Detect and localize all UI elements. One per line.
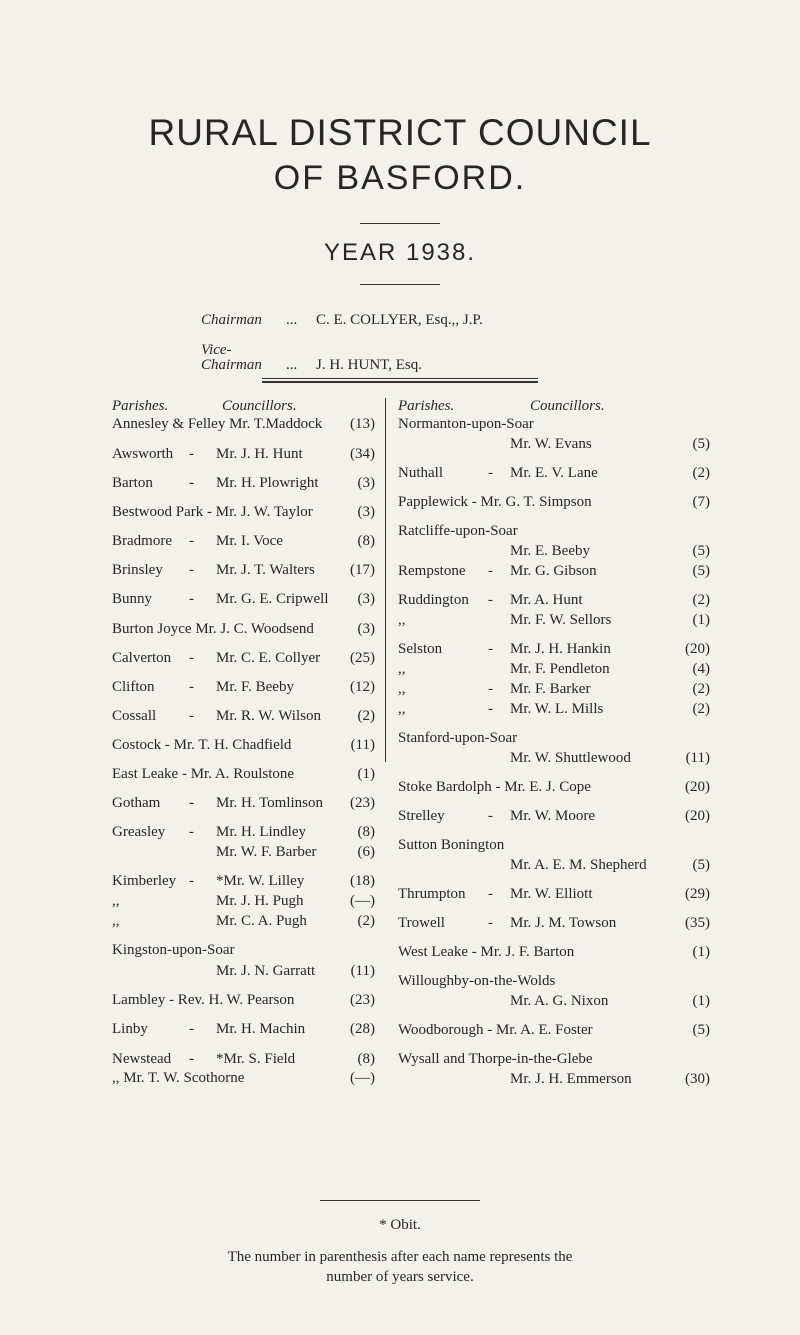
- entry-dash: -: [189, 824, 194, 840]
- councillor-name: Mr. W. Shuttlewood: [510, 750, 631, 766]
- years-service: (11): [350, 963, 375, 979]
- councillor-entry: [398, 590, 710, 610]
- years-service: (2): [692, 701, 710, 717]
- councillor-entry: [398, 748, 710, 768]
- councillor-name: *Mr. W. Lilley: [216, 873, 305, 889]
- councillor-name: Mr. J. T. Walters: [216, 562, 315, 578]
- entry-dash: -: [189, 446, 194, 462]
- service-note-line-1: The number in parenthesis after each name represents the: [227, 1249, 573, 1265]
- councillor-entry: [112, 444, 375, 464]
- councillor-entry: [112, 589, 375, 609]
- entry-dash: -: [189, 562, 194, 578]
- parish-name: Strelley: [398, 808, 445, 824]
- years-service: (20): [685, 779, 710, 795]
- councillor-entry: [112, 793, 375, 813]
- parish-name: Bunny: [112, 591, 153, 607]
- entry-dash: -: [488, 886, 493, 902]
- parishes-header: Parishes.: [112, 398, 169, 414]
- parish-name: Newstead: [112, 1051, 172, 1067]
- councillor-entry: [112, 531, 375, 551]
- parish-name: Bradmore: [112, 533, 172, 549]
- entry-dash: -: [189, 650, 194, 666]
- years-service: (23): [350, 992, 375, 1008]
- councillor-entry: [112, 891, 375, 911]
- councillor-name: Mr. J. N. Garratt: [216, 963, 316, 979]
- years-service: (35): [685, 915, 710, 931]
- councillor-entry: [112, 871, 375, 891]
- entry-text: Lambley - Rev. H. W. Pearson: [112, 992, 295, 1008]
- councillor-entry: [398, 1020, 710, 1040]
- title-line-1: RURAL DISTRICT COUNCIL: [148, 112, 652, 153]
- years-service: (20): [685, 808, 710, 824]
- entry-dash: -: [189, 795, 194, 811]
- councillor-entry: [398, 1069, 710, 1089]
- councillor-name: Mr. I. Voce: [216, 533, 283, 549]
- entry-text: Burton Joyce Mr. J. C. Woodsend: [112, 621, 314, 637]
- years-service: (6): [357, 844, 375, 860]
- footer-rule: [320, 1200, 480, 1201]
- councillor-entry: [398, 699, 710, 719]
- councillor-entry: [398, 639, 710, 659]
- councillor-entry: [398, 659, 710, 679]
- councillor-entry: [398, 541, 710, 561]
- parish-name: Brinsley: [112, 562, 163, 578]
- double-rule-top: [262, 378, 538, 379]
- entry-dash: -: [189, 591, 194, 607]
- entry-text: Woodborough - Mr. A. E. Foster: [398, 1022, 593, 1038]
- councillor-entry: [112, 764, 375, 784]
- years-service: (4): [692, 661, 710, 677]
- entry-dash: -: [189, 475, 194, 491]
- entry-text: Stoke Bardolph - Mr. E. J. Cope: [398, 779, 591, 795]
- councillor-name: Mr. J. H. Hankin: [510, 641, 611, 657]
- entry-text: Bestwood Park - Mr. J. W. Taylor: [112, 504, 313, 520]
- years-service: (13): [350, 416, 375, 432]
- years-service: (—): [350, 893, 375, 909]
- councillor-name: Mr. W. Elliott: [510, 886, 593, 902]
- councillor-entry: [398, 971, 710, 991]
- divider-short-2: [360, 284, 440, 285]
- years-service: (8): [357, 1051, 375, 1067]
- entry-text: Sutton Bonington: [398, 837, 505, 853]
- years-service: (5): [692, 563, 710, 579]
- years-service: (30): [685, 1071, 710, 1087]
- councillor-name: Mr. J. M. Towson: [510, 915, 617, 931]
- years-service: (20): [685, 641, 710, 657]
- councillor-entry: [398, 913, 710, 933]
- parish-name: Selston: [398, 641, 443, 657]
- councillor-name: Mr. J. H. Pugh: [216, 893, 304, 909]
- entry-dash: -: [189, 533, 194, 549]
- entry-text: Ratcliffe-upon-Soar: [398, 523, 518, 539]
- councillor-entry: [112, 648, 375, 668]
- entry-dash: -: [189, 1051, 194, 1067]
- service-note-line-2: number of years service.: [326, 1269, 474, 1285]
- parish-name: Cossall: [112, 708, 157, 724]
- councillor-name: Mr. F. Pendleton: [510, 661, 610, 677]
- entry-text: Willoughby-on-the-Wolds: [398, 973, 556, 989]
- years-service: (1): [692, 612, 710, 628]
- councillor-name: Mr. J. H. Emmerson: [510, 1071, 632, 1087]
- officer-chairman: [201, 313, 483, 328]
- councillor-name: Mr. G. Gibson: [510, 563, 597, 579]
- parish-name: ,,: [112, 913, 120, 929]
- years-service: (17): [350, 562, 375, 578]
- officer-vice-chairman: [201, 343, 422, 373]
- councillor-entry: [398, 492, 710, 512]
- councillor-entry: [398, 561, 710, 581]
- councillor-entry: [398, 942, 710, 962]
- entry-text: Costock - Mr. T. H. Chadfield: [112, 737, 292, 753]
- years-service: (3): [357, 621, 375, 637]
- councillor-entry: [398, 728, 710, 748]
- councillor-entry: [398, 463, 710, 483]
- entry-dash: -: [488, 681, 493, 697]
- councillor-name: Mr. A. Hunt: [510, 592, 583, 608]
- councillors-header: Councillors.: [222, 398, 297, 414]
- officer-name: J. H. HUNT, Esq.: [316, 357, 422, 373]
- title-line-2: OF BASFORD.: [273, 159, 527, 197]
- officer-role: Chairman: [201, 312, 262, 328]
- councillor-name: Mr. E. V. Lane: [510, 465, 598, 481]
- years-service: (29): [685, 886, 710, 902]
- years-service: (—): [350, 1070, 375, 1086]
- parish-name: Linby: [112, 1021, 148, 1037]
- entry-text: Annesley & Felley Mr. T.Maddock: [112, 416, 323, 432]
- years-service: (12): [350, 679, 375, 695]
- councillor-entry: [398, 835, 710, 855]
- councillor-entry: [398, 884, 710, 904]
- councillor-entry: [398, 521, 710, 541]
- years-service: (28): [350, 1021, 375, 1037]
- councillor-name: Mr. H. Tomlinson: [216, 795, 324, 811]
- parish-name: ,,: [112, 893, 120, 909]
- column-divider: [385, 398, 386, 762]
- year-heading: YEAR 1938.: [323, 239, 477, 266]
- councillor-entry: [112, 1019, 375, 1039]
- double-rule-bottom: [262, 381, 538, 383]
- entry-dash: -: [189, 1021, 194, 1037]
- councillor-name: Mr. H. Lindley: [216, 824, 306, 840]
- parish-name: Trowell: [398, 915, 445, 931]
- councillor-entry: [112, 414, 375, 434]
- councillor-name: Mr. A. E. M. Shepherd: [510, 857, 647, 873]
- parish-name: Kimberley: [112, 873, 177, 889]
- parish-name: ,,: [398, 661, 406, 677]
- councillor-entry: [398, 806, 710, 826]
- councillor-name: Mr. F. Beeby: [216, 679, 294, 695]
- councillor-name: Mr. C. E. Collyer: [216, 650, 321, 666]
- councillor-entry: [112, 502, 375, 522]
- years-service: (2): [357, 708, 375, 724]
- years-service: (5): [692, 1022, 710, 1038]
- officer-dots: ...: [286, 357, 298, 373]
- parishes-header: Parishes.: [398, 398, 455, 414]
- years-service: (1): [692, 993, 710, 1009]
- years-service: (2): [692, 465, 710, 481]
- entry-text: Wysall and Thorpe-in-the-Glebe: [398, 1051, 593, 1067]
- entry-text: Normanton-upon-Soar: [398, 416, 534, 432]
- parish-name: Clifton: [112, 679, 155, 695]
- councillor-entry: [398, 679, 710, 699]
- parish-name: Ruddington: [398, 592, 469, 608]
- councillor-entry: [112, 473, 375, 493]
- service-note: [0, 1247, 800, 1287]
- obit-note: * Obit.: [379, 1217, 421, 1233]
- years-service: (23): [350, 795, 375, 811]
- councillor-entry: [112, 822, 375, 842]
- years-service: (25): [350, 650, 375, 666]
- years-service: (3): [357, 475, 375, 491]
- councillor-entry: [398, 610, 710, 630]
- entry-dash: -: [189, 873, 194, 889]
- councillor-entry: [112, 706, 375, 726]
- councillor-name: Mr. W. F. Barber: [216, 844, 317, 860]
- entry-dash: -: [488, 563, 493, 579]
- divider-short-1: [360, 223, 440, 224]
- entry-text: Papplewick - Mr. G. T. Simpson: [398, 494, 592, 510]
- parish-name: Thrumpton: [398, 886, 466, 902]
- parish-name: Gotham: [112, 795, 161, 811]
- councillor-name: Mr. W. Evans: [510, 436, 592, 452]
- entry-text: ,, Mr. T. W. Scothorne: [112, 1070, 245, 1086]
- councillor-entry: [112, 1068, 375, 1088]
- parish-name: ,,: [398, 701, 406, 717]
- councillor-entry: [112, 1049, 375, 1069]
- entry-dash: -: [488, 915, 493, 931]
- entry-text: West Leake - Mr. J. F. Barton: [398, 944, 575, 960]
- years-service: (3): [357, 591, 375, 607]
- years-service: (2): [357, 913, 375, 929]
- years-service: (2): [692, 592, 710, 608]
- years-service: (11): [685, 750, 710, 766]
- officer-role: Vice-Chairman: [201, 342, 262, 373]
- councillors-header: Councillors.: [530, 398, 605, 414]
- parish-name: Greasley: [112, 824, 166, 840]
- councillor-name: Mr. F. Barker: [510, 681, 591, 697]
- years-service: (34): [350, 446, 375, 462]
- entry-dash: -: [189, 679, 194, 695]
- councillor-name: Mr. F. W. Sellors: [510, 612, 612, 628]
- years-service: (8): [357, 533, 375, 549]
- years-service: (8): [357, 824, 375, 840]
- councillor-entry: [112, 961, 375, 981]
- years-service: (18): [350, 873, 375, 889]
- councillor-entry: [398, 777, 710, 797]
- councillor-entry: [112, 619, 375, 639]
- councillor-name: Mr. C. A. Pugh: [216, 913, 307, 929]
- councillor-name: Mr. H. Plowright: [216, 475, 319, 491]
- entry-text: East Leake - Mr. A. Roulstone: [112, 766, 295, 782]
- councillor-entry: [112, 940, 375, 960]
- entry-dash: -: [488, 808, 493, 824]
- councillor-name: Mr. G. E. Cripwell: [216, 591, 329, 607]
- years-service: (2): [692, 681, 710, 697]
- councillor-name: Mr. J. H. Hunt: [216, 446, 303, 462]
- officer-dots: ...: [286, 312, 298, 328]
- years-service: (5): [692, 543, 710, 559]
- years-service: (1): [357, 766, 375, 782]
- councillor-entry: [398, 855, 710, 875]
- entry-text: Stanford-upon-Soar: [398, 730, 518, 746]
- entry-text: Kingston-upon-Soar: [112, 942, 235, 958]
- councillor-name: Mr. A. G. Nixon: [510, 993, 609, 1009]
- councillor-entry: [398, 434, 710, 454]
- parish-name: Barton: [112, 475, 153, 491]
- councillor-entry: [112, 677, 375, 697]
- years-service: (7): [692, 494, 710, 510]
- councillor-name: Mr. H. Machin: [216, 1021, 306, 1037]
- years-service: (1): [692, 944, 710, 960]
- councillor-name: Mr. W. L. Mills: [510, 701, 604, 717]
- councillor-entry: [112, 735, 375, 755]
- councillor-name: Mr. E. Beeby: [510, 543, 590, 559]
- entry-dash: -: [488, 465, 493, 481]
- councillor-entry: [398, 1049, 710, 1069]
- councillor-entry: [112, 911, 375, 931]
- councillor-entry: [112, 990, 375, 1010]
- parish-name: Calverton: [112, 650, 172, 666]
- councillor-name: *Mr. S. Field: [216, 1051, 296, 1067]
- years-service: (5): [692, 857, 710, 873]
- councillor-name: Mr. W. Moore: [510, 808, 596, 824]
- councillor-name: Mr. R. W. Wilson: [216, 708, 321, 724]
- entry-dash: -: [488, 641, 493, 657]
- entry-dash: -: [189, 708, 194, 724]
- years-service: (5): [692, 436, 710, 452]
- councillor-entry: [398, 991, 710, 1011]
- councillor-entry: [398, 414, 710, 434]
- years-service: (11): [350, 737, 375, 753]
- parish-name: Nuthall: [398, 465, 443, 481]
- councillor-entry: [112, 560, 375, 580]
- officer-name: C. E. COLLYER, Esq.,, J.P.: [316, 312, 483, 328]
- entry-dash: -: [488, 701, 493, 717]
- years-service: (3): [357, 504, 375, 520]
- parish-name: ,,: [398, 681, 406, 697]
- parish-name: Rempstone: [398, 563, 466, 579]
- councillor-entry: [112, 842, 375, 862]
- entry-dash: -: [488, 592, 493, 608]
- parish-name: ,,: [398, 612, 406, 628]
- parish-name: Awsworth: [112, 446, 174, 462]
